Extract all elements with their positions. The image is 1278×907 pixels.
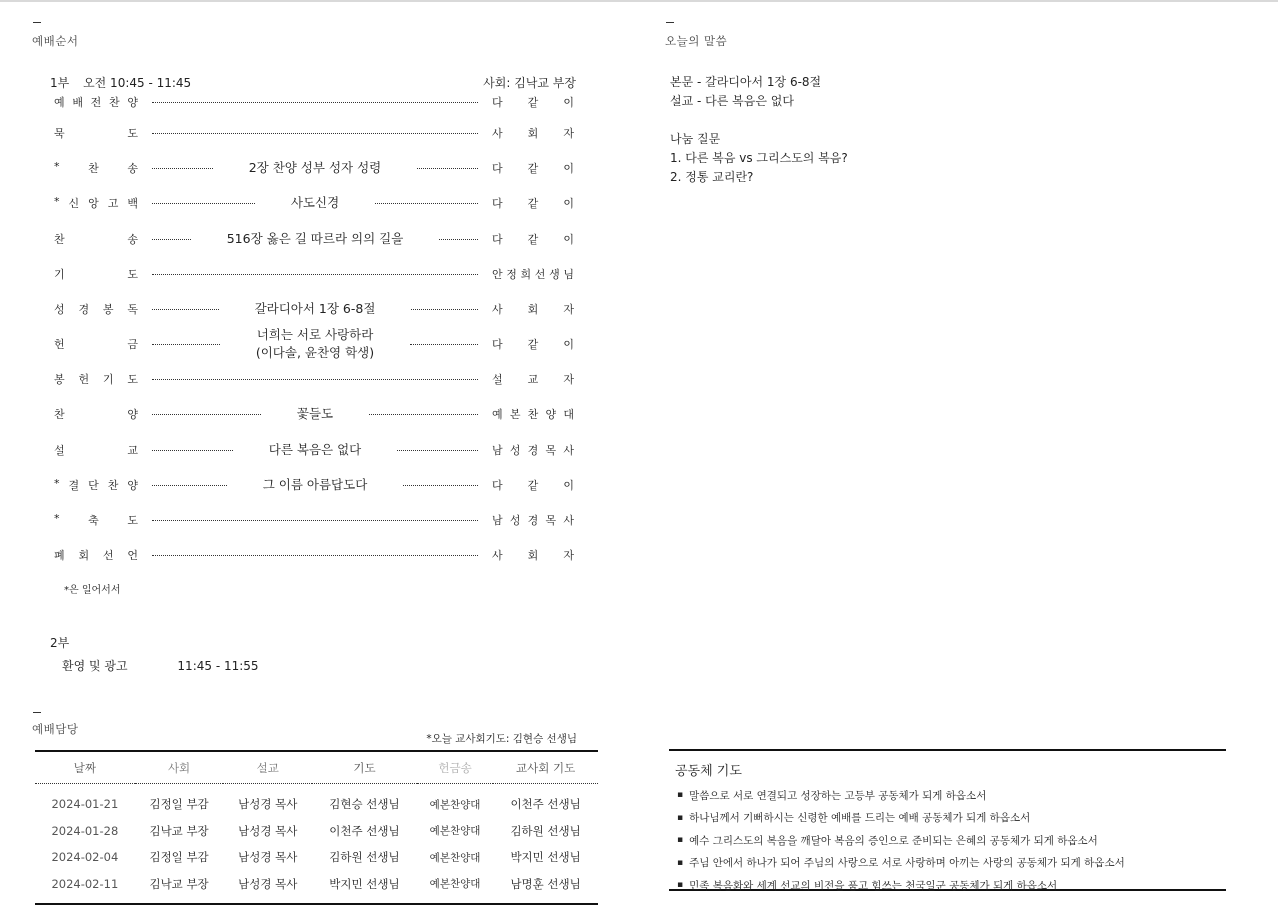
dotted-leader: [152, 203, 255, 204]
order-item-leader: [492, 406, 574, 422]
order-item-name-char: 봉: [102, 303, 114, 316]
order-detail-line: 516장 옳은 길 따르라 의의 길을: [226, 231, 404, 246]
order-item-leader-char: 경: [527, 444, 539, 457]
table-row: [35, 871, 598, 898]
table-cell: 남성경 목사: [238, 850, 298, 865]
order-item-name-char: 축: [88, 514, 99, 527]
order-item-leader-char: 찬: [527, 408, 539, 421]
table-header-cell: 교사회 기도: [493, 752, 598, 784]
part1-label: 1부: [50, 76, 70, 90]
order-item-leader-char: 경: [527, 514, 539, 527]
discussion-question: 2. 정통 교리란?: [670, 170, 754, 184]
order-detail: [152, 274, 478, 275]
table-body: [35, 784, 598, 898]
dotted-leader: [369, 414, 478, 415]
order-detail: [152, 133, 478, 134]
order-item-leader-char: 양: [545, 408, 557, 421]
order-item-detail: [233, 441, 397, 459]
order-detail: [152, 555, 478, 556]
table-cell: 2024-02-11: [51, 876, 119, 891]
table-cell: 박지민 선생님: [510, 850, 581, 865]
order-item-leader: [492, 231, 574, 247]
order-item-name-char: 신: [68, 197, 80, 210]
order-item-leader-char: 회: [527, 549, 539, 562]
order-item-name: [54, 160, 138, 176]
order-row: [54, 194, 574, 212]
table-cell: 남명훈 선생님: [510, 876, 581, 891]
order-item-leader-char: 이: [563, 162, 574, 175]
table-cell: 박지민 선생님: [329, 876, 400, 891]
order-row: [54, 230, 574, 248]
order-detail: [152, 326, 478, 362]
order-item-leader-char: 다: [492, 233, 503, 246]
order-detail-line: 갈라디아서 1장 6-8절: [254, 301, 376, 316]
mc-name: 사회: 김낙교 부장: [483, 76, 576, 90]
order-item-leader: [492, 371, 574, 387]
order-item-name-char: 독: [127, 303, 138, 316]
order-detail: [152, 405, 478, 423]
order-item-leader-char: 같: [527, 479, 539, 492]
discussion-title: 나눔 질문: [670, 132, 721, 146]
section-dash: [33, 22, 41, 23]
order-item-leader-char: 정: [506, 268, 517, 281]
order-item-name-char: 도: [127, 268, 138, 281]
word-section-label: 오늘의 말씀: [665, 34, 728, 48]
order-detail: [152, 476, 478, 494]
order-row: [54, 370, 574, 388]
order-item-leader-char: 회: [527, 127, 539, 140]
dotted-leader: [152, 102, 478, 103]
order-item-name-char: 백: [127, 197, 138, 210]
table-cell: 김현승 선생님: [329, 797, 400, 812]
order-item-leader-char: 이: [563, 197, 574, 210]
order-row: [54, 124, 574, 142]
order-item-leader-char: 같: [527, 338, 539, 351]
order-item-name-char: 찬: [108, 96, 120, 109]
table-cell: 김낙교 부장: [149, 823, 209, 838]
scripture-text: 본문 - 갈라디아서 1장 6-8절: [670, 75, 822, 89]
prayer-title: 공동체 기도: [675, 764, 742, 779]
order-detail: [152, 194, 478, 212]
order-item-leader: [492, 195, 574, 211]
order-item-leader-char: 자: [563, 303, 574, 316]
table-header-cell: 설교: [223, 752, 312, 784]
bullet-icon: ▪: [677, 812, 684, 823]
table-cell: 김하원 선생님: [510, 823, 581, 838]
order-item-name: [54, 371, 138, 387]
part1-header: [50, 74, 191, 91]
order-item-name-char: 단: [88, 479, 99, 492]
dotted-leader: [411, 309, 478, 310]
order-item-leader-char: 이: [563, 338, 574, 351]
order-detail-line: 꽃들도: [296, 406, 334, 421]
dotted-leader: [417, 168, 478, 169]
table-cell: 김정일 부감: [149, 850, 209, 865]
order-item-detail: [255, 194, 375, 212]
order-item-detail: [191, 230, 440, 248]
order-item-leader-char: 님: [563, 268, 574, 281]
table-cell: 남성경 목사: [238, 797, 298, 812]
order-detail-line: 2장 찬양 성부 성자 성령: [248, 160, 382, 175]
order-item-name: [54, 547, 138, 563]
order-detail: [152, 379, 478, 380]
order-item-name-char: 경: [78, 303, 90, 316]
prayer-text: 예수 그리스도의 복음을 깨달아 복음의 증인으로 준비되는 은혜의 공동체가 되게 하옵소서: [689, 834, 1098, 847]
order-item-leader-char: 생: [549, 268, 560, 281]
section-dash: [666, 22, 674, 23]
order-item-name-char: 묵: [54, 127, 65, 140]
order-item-detail: [219, 300, 412, 318]
order-item-name-char: 전: [90, 96, 102, 109]
table-cell: 예본찬양대: [429, 825, 481, 838]
order-item-leader-char: 예: [492, 408, 503, 421]
duty-section-label: 예배담당: [32, 722, 79, 736]
order-section-label: 예배순서: [32, 34, 79, 48]
top-border: [0, 0, 1278, 6]
bullet-icon: ▪: [677, 880, 684, 891]
order-item-leader: [492, 442, 574, 458]
dotted-leader: [375, 203, 478, 204]
order-item-name-char: 선: [102, 549, 114, 562]
table-cell: 2024-02-04: [51, 850, 119, 865]
dotted-leader: [152, 133, 478, 134]
table-cell: 예본찬양대: [429, 878, 481, 891]
table-header-cell: 날짜: [35, 752, 135, 784]
welcome-time: 11:45 - 11:55: [177, 659, 259, 673]
order-item-name-star: *: [54, 195, 60, 208]
order-item-name-char: 앙: [88, 197, 99, 210]
order-item-name-char: 헌: [54, 338, 65, 351]
dotted-leader: [410, 344, 478, 345]
order-item-leader: [492, 336, 574, 352]
order-item-name-char: 고: [107, 197, 119, 210]
order-item-name-char: 도: [127, 514, 138, 527]
prayer-text: 하나님께서 기뻐하시는 신령한 예배를 드리는 예배 공동체가 되게 하옵소서: [689, 812, 1031, 825]
order-item-leader-char: 다: [492, 338, 503, 351]
community-prayer-box: [669, 749, 1226, 891]
order-row: [54, 159, 574, 177]
order-item-name-char: 폐: [54, 549, 65, 562]
table-cell: 예본찬양대: [429, 798, 481, 811]
order-item-leader-char: 남: [492, 514, 503, 527]
order-item-leader-char: 목: [545, 514, 557, 527]
order-item-leader-char: 교: [527, 373, 539, 386]
table-header-cell: 사회: [135, 752, 224, 784]
order-item-leader-char: 자: [563, 549, 574, 562]
order-item-leader-char: 성: [509, 514, 521, 527]
table-row: [35, 818, 598, 845]
section-dash: [33, 712, 41, 713]
order-row: [54, 265, 574, 283]
order-item-leader-char: 이: [563, 479, 574, 492]
part1-time: 오전 10:45 - 11:45: [83, 76, 192, 90]
order-row: [54, 441, 574, 459]
order-item-leader-char: 회: [527, 303, 539, 316]
order-item-name-char: 언: [127, 549, 138, 562]
order-item-leader-char: 다: [492, 96, 503, 109]
order-item-name-char: 헌: [78, 373, 90, 386]
order-item-name-char: 성: [54, 303, 65, 316]
standing-note: *은 일어서서: [64, 585, 121, 596]
prayer-item: [677, 784, 1125, 807]
order-item-leader-char: 안: [492, 268, 503, 281]
order-item-leader-char: 성: [509, 444, 521, 457]
dotted-leader: [152, 379, 478, 380]
welcome-line: [62, 657, 259, 674]
order-item-detail: [220, 326, 410, 362]
order-item-leader: [492, 477, 574, 493]
order-item-leader-char: 다: [492, 197, 503, 210]
welcome-label: 환영 및 광고: [62, 659, 128, 673]
order-detail: [152, 441, 478, 459]
order-item-name-char: 송: [127, 162, 138, 175]
order-item-leader-char: 사: [563, 444, 574, 457]
order-item-leader-char: 목: [545, 444, 557, 457]
order-item-name-char: 양: [127, 408, 138, 421]
order-item-leader: [492, 160, 574, 176]
bullet-icon: ▪: [677, 835, 684, 846]
order-item-name-char: 배: [72, 96, 83, 109]
order-item-name-char: 찬: [107, 479, 119, 492]
sermon-title: 설교 - 다른 복음은 없다: [670, 94, 794, 108]
order-item-leader-char: 사: [492, 127, 503, 140]
order-detail-line: 그 이름 아름답도다: [262, 477, 368, 492]
dotted-leader: [152, 309, 219, 310]
dotted-leader: [152, 520, 478, 521]
order-item-leader-char: 이: [563, 96, 574, 109]
order-item-leader-char: 본: [509, 408, 521, 421]
order-item-leader: [492, 94, 574, 110]
order-row: [54, 476, 574, 494]
discussion-question: 1. 다른 복음 vs 그리스도의 복음?: [670, 151, 848, 165]
order-item-name-char: 도: [127, 127, 138, 140]
dotted-leader: [152, 555, 478, 556]
prayer-text: 말씀으로 서로 연결되고 성장하는 고등부 공동체가 되게 하옵소서: [689, 789, 987, 802]
order-item-leader-char: 다: [492, 479, 503, 492]
order-detail-line: (이다솔, 윤찬영 학생): [255, 345, 375, 360]
table-cell: 이천주 선생님: [510, 797, 581, 812]
order-row: [54, 326, 574, 362]
table-cell: 남성경 목사: [238, 823, 298, 838]
prayer-item: [677, 852, 1125, 875]
order-item-leader-char: 같: [527, 233, 539, 246]
part2-label: 2부: [50, 636, 70, 650]
order-item-leader-char: 이: [563, 233, 574, 246]
order-item-leader-char: 자: [563, 373, 574, 386]
order-item-leader: [492, 125, 574, 141]
order-item-name-char: 예: [54, 96, 65, 109]
order-item-leader: [492, 547, 574, 563]
order-row: [54, 93, 574, 111]
order-row: [54, 546, 574, 564]
table-cell: 김정일 부감: [149, 797, 209, 812]
table-cell: 남성경 목사: [238, 876, 298, 891]
order-item-leader-char: 대: [563, 408, 574, 421]
order-item-leader-char: 다: [492, 162, 503, 175]
dotted-leader: [439, 239, 478, 240]
order-item-name: [54, 406, 138, 422]
order-item-name-char: 봉: [54, 373, 65, 386]
prayer-item: [677, 807, 1125, 830]
table-header-row: [35, 752, 598, 784]
order-detail-line: 사도신경: [290, 195, 340, 210]
dotted-leader: [152, 168, 213, 169]
order-item-name-char: 교: [127, 444, 138, 457]
order-detail: [152, 520, 478, 521]
order-item-leader-char: 사: [492, 303, 503, 316]
order-item-name-char: 기: [102, 373, 114, 386]
order-item-leader-char: 사: [563, 514, 574, 527]
order-item-name: [54, 477, 138, 493]
order-detail: [152, 159, 478, 177]
table-cell: 김낙교 부장: [149, 876, 209, 891]
order-detail-line: 다른 복음은 없다: [268, 442, 362, 457]
order-item-name-char: 찬: [54, 408, 65, 421]
dotted-leader: [152, 344, 220, 345]
order-row: [54, 300, 574, 318]
order-item-name-char: 금: [127, 338, 138, 351]
dotted-leader: [403, 485, 478, 486]
dotted-leader: [152, 414, 261, 415]
prayer-list: [677, 784, 1125, 897]
order-item-name-star: *: [54, 512, 60, 525]
bullet-icon: ▪: [677, 790, 684, 801]
order-item-leader: [492, 301, 574, 317]
order-item-leader-char: 사: [492, 549, 503, 562]
table-cell: 이천주 선생님: [329, 823, 400, 838]
word-block: [670, 73, 848, 187]
order-item-leader: [492, 266, 574, 282]
duty-table: [35, 750, 598, 905]
order-item-detail: [213, 159, 418, 177]
order-item-name: [54, 94, 138, 110]
order-item-name-char: 양: [127, 479, 138, 492]
order-row: [54, 511, 574, 529]
order-item-leader-char: 설: [492, 373, 503, 386]
order-item-leader: [492, 512, 574, 528]
table-cell: 2024-01-28: [51, 823, 119, 838]
order-item-name: [54, 512, 138, 528]
order-item-leader-char: 선: [534, 268, 546, 281]
order-item-leader-char: 남: [492, 444, 503, 457]
teacher-prayer-note: *오늘 교사회기도: 김현승 선생님: [426, 733, 577, 745]
order-item-name-star: *: [54, 160, 60, 173]
order-item-name-char: 찬: [54, 233, 65, 246]
table-row: [35, 844, 598, 871]
dotted-leader: [152, 450, 233, 451]
prayer-item: [677, 874, 1125, 897]
dotted-leader: [397, 450, 478, 451]
prayer-text: 주님 안에서 하나가 되어 주님의 사랑으로 서로 사랑하며 아끼는 사랑의 공동체가 되게 하옵소서: [689, 857, 1125, 870]
order-item-name-char: 양: [127, 96, 138, 109]
order-row: [54, 405, 574, 423]
prayer-item: [677, 829, 1125, 852]
order-item-name: [54, 336, 138, 352]
order-item-name: [54, 195, 138, 211]
order-item-name-char: 회: [78, 549, 90, 562]
order-item-name-char: 송: [127, 233, 138, 246]
order-item-leader-char: 희: [520, 268, 532, 281]
table-cell: 예본찬양대: [429, 851, 481, 864]
order-item-name-char: 도: [127, 373, 138, 386]
dotted-leader: [152, 274, 478, 275]
table-header-cell: 기도: [312, 752, 417, 784]
order-detail: [152, 102, 478, 103]
order-item-leader-char: 자: [563, 127, 574, 140]
order-item-name-star: *: [54, 477, 60, 490]
dotted-leader: [152, 485, 227, 486]
dotted-leader: [152, 239, 191, 240]
order-item-name: [54, 125, 138, 141]
order-item-leader-char: 같: [527, 96, 539, 109]
order-item-name: [54, 231, 138, 247]
order-item-leader-char: 같: [527, 162, 539, 175]
bullet-icon: ▪: [677, 857, 684, 868]
order-detail-line: 너희는 서로 사랑하라: [256, 327, 374, 342]
order-item-name: [54, 442, 138, 458]
order-item-detail: [261, 405, 369, 423]
order-item-leader-char: 같: [527, 197, 539, 210]
table-row: [35, 784, 598, 818]
order-item-name-char: 결: [68, 479, 80, 492]
table-cell: 김하원 선생님: [329, 850, 400, 865]
order-detail: [152, 230, 478, 248]
order-detail: [152, 300, 478, 318]
prayer-text: 민족 복음화와 세계 선교의 비전을 품고 힘쓰는 천국일군 공동체가 되게 하옵소서: [689, 879, 1058, 892]
order-item-name: [54, 301, 138, 317]
table-cell: 2024-01-21: [51, 797, 119, 812]
order-item-detail: [227, 476, 404, 494]
order-item-name-char: 설: [54, 444, 65, 457]
order-item-name: [54, 266, 138, 282]
order-item-name-char: 찬: [88, 162, 99, 175]
order-item-name-char: 기: [54, 268, 65, 281]
table-header-cell: 헌금송: [417, 752, 493, 784]
